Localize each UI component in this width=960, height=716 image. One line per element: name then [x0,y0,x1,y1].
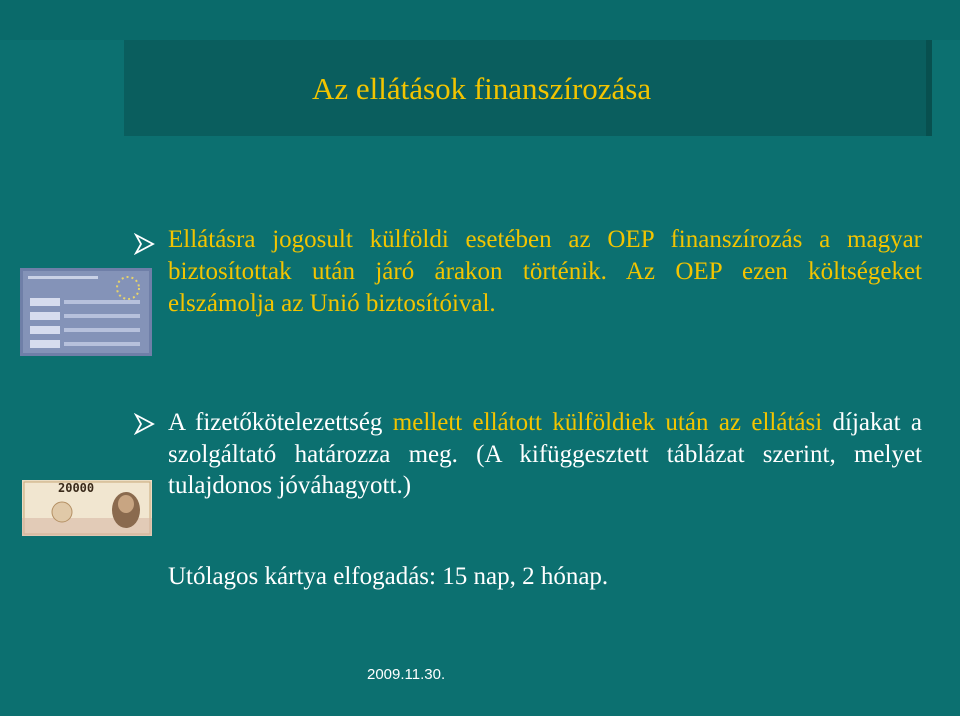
bullet-1-text: Ellátásra jogosult külföldi esetében az OEP finanszírozás a magyar biztosítottak után járó árakon történik. Az OEP ezen költségeket elszámolja az Unió biztosítóival. [168,226,922,317]
bullet-2-part-3: díjakat a szolgáltató határozza meg. (A kifüggesztett táblázat szerint, melyet tulajdonos jóváhagyott.) [168,409,922,499]
arrow-bullet-icon [134,233,156,255]
title-box-shadow [926,40,932,136]
footer-date: 2009.11.30. [367,666,446,683]
eu-health-card-image [20,268,152,356]
banknote-image [22,480,152,536]
bullet-2-text [168,407,922,502]
bullet-2-part-2: mellett ellátott külföldiek után az ellátási [382,409,823,436]
slide-title: Az ellátások finanszírozása [312,71,652,106]
top-strip [0,0,960,40]
bullet-2-line-2: Utólagos kártya elfogadás: 15 nap, 2 hónap. [168,563,609,590]
bullet-2-part-1: A fizetőkötelezettség [168,409,383,436]
arrow-bullet-icon [134,413,156,435]
banknote-value: 20000 [58,481,95,495]
